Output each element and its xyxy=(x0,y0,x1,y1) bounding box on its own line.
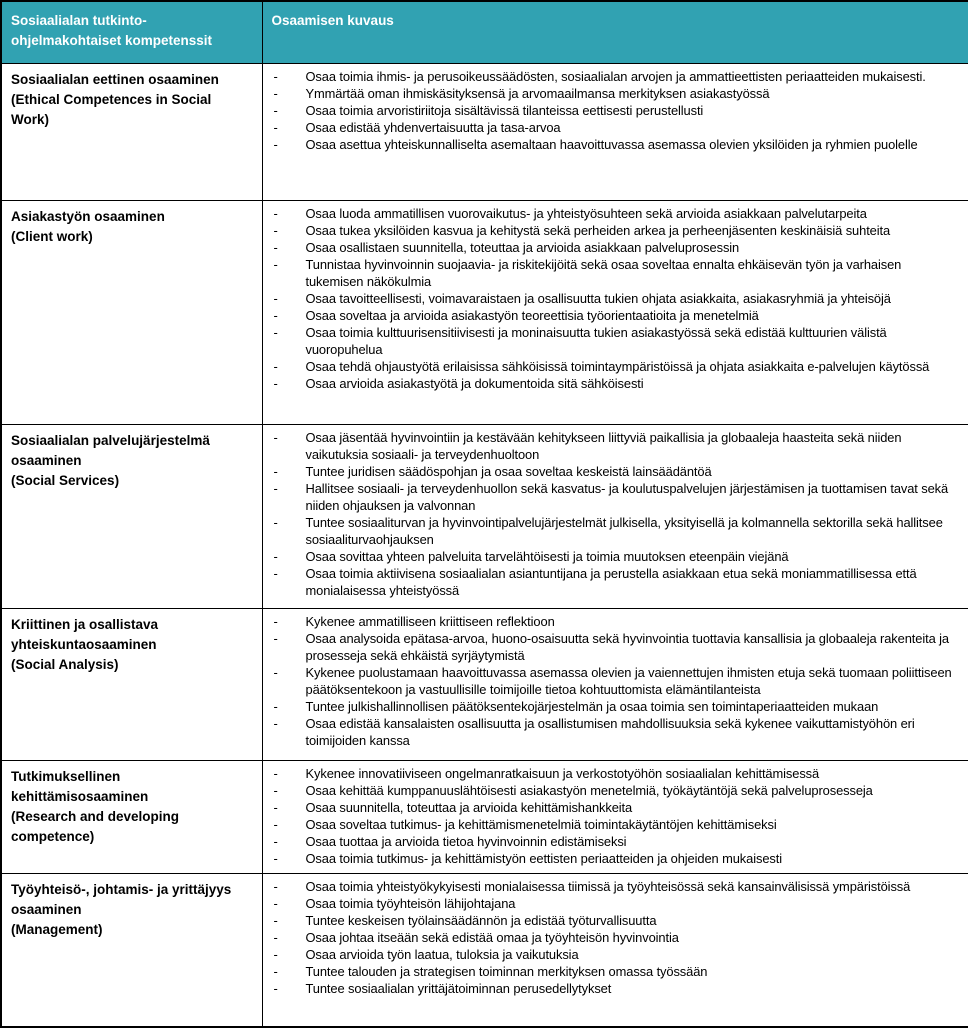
bullet-dash: - xyxy=(273,850,278,866)
bullet-text: Tuntee sosiaaliturvan ja hyvinvointipalvelujärjestelmät julkisella, yksityisellä ja kolmannella sektorilla sekä hallitsee sosiaaliturvaohjauksen xyxy=(305,514,943,547)
list-item xyxy=(263,290,968,307)
bullet-dash: - xyxy=(273,782,278,798)
bullet-text: Osaa analysoida epätasa-arvoa, huono-osaisuutta sekä hyvinvointia tuottavia kansallisia ja globaaleja rakenteita ja prosesseja sekä ehkäistä syrjäytymistä xyxy=(305,630,949,663)
list-item xyxy=(263,307,968,324)
list-item xyxy=(263,765,968,782)
list-item xyxy=(263,102,968,119)
bullet-text: Osaa toimia kulttuurisensitiivisesti ja moninaisuutta tukien asiakastyössä sekä edistää kulttuurien välistä vuoropuhelua xyxy=(305,324,887,357)
bullet-dash: - xyxy=(273,715,278,731)
table-row xyxy=(1,760,968,873)
table-row xyxy=(1,63,968,200)
list-item xyxy=(263,514,968,548)
bullet-dash: - xyxy=(273,102,278,118)
description-cell xyxy=(262,200,968,424)
bullet-dash: - xyxy=(273,895,278,911)
bullet-dash: - xyxy=(273,929,278,945)
bullet-dash: - xyxy=(273,136,278,152)
description-cell xyxy=(262,760,968,873)
bullet-dash: - xyxy=(273,912,278,928)
list-item xyxy=(263,119,968,136)
list-item xyxy=(263,833,968,850)
bullet-text: Kykenee ammatilliseen kriittiseen reflektioon xyxy=(305,613,555,629)
bullet-text: Osaa edistää yhdenvertaisuutta ja tasa-arvoa xyxy=(305,119,561,135)
bullet-dash: - xyxy=(273,480,278,496)
list-item xyxy=(263,463,968,480)
competence-title: Tutkimuksellinen kehittämisosaaminen xyxy=(11,768,149,804)
table-body xyxy=(1,63,968,1027)
bullet-dash: - xyxy=(273,205,278,221)
bullet-text: Osaa arvioida työn laatua, tuloksia ja vaikutuksia xyxy=(305,946,579,962)
bullet-dash: - xyxy=(273,664,278,680)
bullet-text: Osaa luoda ammatillisen vuorovaikutus- ja yhteistyösuhteen sekä arvioida asiakkaan palvelutarpeita xyxy=(305,205,867,221)
bullet-text: Osaa toimia yhteistyökykyisesti monialaisessa tiimissä ja työyhteisössä sekä kansainvälisissä ympäristöissä xyxy=(305,878,911,894)
bullet-text: Tuntee talouden ja strategisen toiminnan merkityksen omassa työssään xyxy=(305,963,708,979)
bullet-dash: - xyxy=(273,429,278,445)
bullet-text: Osaa johtaa itseään sekä edistää omaa ja työyhteisön hyvinvointia xyxy=(305,929,679,945)
list-item xyxy=(263,912,968,929)
bullet-text: Osaa jäsentää hyvinvointiin ja kestävään kehitykseen liittyviä paikallisia ja globaaleja haasteita sekä niiden vaikutuksia sosiaali- ja terveydenhuoltoon xyxy=(305,429,902,462)
bullet-dash: - xyxy=(273,375,278,391)
list-item xyxy=(263,698,968,715)
bullet-list xyxy=(263,878,968,997)
list-item xyxy=(263,963,968,980)
competence-subtitle: (Management) xyxy=(11,922,103,937)
bullet-text: Osaa tuottaa ja arvioida tietoa hyvinvoinnin edistämiseksi xyxy=(305,833,627,849)
list-item xyxy=(263,239,968,256)
bullet-dash: - xyxy=(273,980,278,996)
list-item xyxy=(263,480,968,514)
bullet-text: Osaa toimia arvoristiriitoja sisältävissä tilanteissa eettisesti perustellusti xyxy=(305,102,704,118)
bullet-text: Tuntee juridisen säädöspohjan ja osaa soveltaa keskeistä lainsäädäntöä xyxy=(305,463,712,479)
bullet-dash: - xyxy=(273,256,278,272)
bullet-text: Osaa kehittää kumppanuuslähtöisesti asiakastyön menetelmiä, työkäytäntöjä sekä palveluprosesseja xyxy=(305,782,873,798)
list-item xyxy=(263,429,968,463)
bullet-dash: - xyxy=(273,463,278,479)
list-item xyxy=(263,205,968,222)
list-item xyxy=(263,565,968,599)
bullet-dash: - xyxy=(273,324,278,340)
bullet-dash: - xyxy=(273,290,278,306)
bullet-text: Osaa arvioida asiakastyötä ja dokumentoida sitä sähköisesti xyxy=(305,375,644,391)
competence-title: Työyhteisö-, johtamis- ja yrittäjyys osaaminen xyxy=(11,881,232,917)
list-item xyxy=(263,85,968,102)
competence-subtitle: (Ethical Competences in Social Work) xyxy=(11,91,212,127)
bullet-dash: - xyxy=(273,85,278,101)
competence-title: Kriittinen ja osallistava yhteiskuntaosaaminen xyxy=(11,616,159,652)
bullet-dash: - xyxy=(273,307,278,323)
competence-title: Sosiaalialan palvelujärjestelmä osaaminen xyxy=(11,432,210,468)
bullet-text: Osaa sovittaa yhteen palveluita tarvelähtöisesti ja toimia muutoksen eteenpäin viejänä xyxy=(305,548,789,564)
list-item xyxy=(263,136,968,153)
competence-cell xyxy=(1,63,262,200)
table-row xyxy=(1,200,968,424)
header-competence-column: Sosiaalialan tutkinto-ohjelmakohtaiset kompetenssit xyxy=(1,1,262,63)
list-item xyxy=(263,358,968,375)
bullet-dash: - xyxy=(273,613,278,629)
list-item xyxy=(263,799,968,816)
bullet-text: Tuntee keskeisen työlainsäädännön ja edistää työturvallisuutta xyxy=(305,912,657,928)
bullet-dash: - xyxy=(273,630,278,646)
list-item xyxy=(263,946,968,963)
list-item xyxy=(263,613,968,630)
competence-subtitle: (Client work) xyxy=(11,228,93,244)
list-item xyxy=(263,782,968,799)
bullet-text: Ymmärtää oman ihmiskäsityksensä ja arvomaailmansa merkityksen asiakastyössä xyxy=(305,85,770,101)
list-item xyxy=(263,664,968,698)
bullet-text: Kykenee innovatiiviseen ongelmanratkaisuun ja verkostotyöhön sosiaalialan kehittämisessä xyxy=(305,765,820,781)
bullet-text: Tuntee sosiaalialan yrittäjätoiminnan perusedellytykset xyxy=(305,980,612,996)
list-item xyxy=(263,68,968,85)
bullet-dash: - xyxy=(273,833,278,849)
bullet-dash: - xyxy=(273,358,278,374)
bullet-dash: - xyxy=(273,765,278,781)
header-description-column: Osaamisen kuvaus xyxy=(262,1,968,63)
list-item xyxy=(263,895,968,912)
header-row xyxy=(1,1,968,63)
competence-cell xyxy=(1,200,262,424)
bullet-dash: - xyxy=(273,946,278,962)
description-cell xyxy=(262,424,968,608)
table-row xyxy=(1,424,968,608)
bullet-text: Osaa toimia työyhteisön lähijohtajana xyxy=(305,895,516,911)
bullet-text: Osaa tehdä ohjaustyötä erilaisissa sähköisissä toimintaympäristöissä ja ohjata asiakkaita e-palvelujen käytössä xyxy=(305,358,930,374)
bullet-text: Osaa toimia aktiivisena sosiaalialan asiantuntijana ja perustella asiakkaan etua sekä moniammatillisessa että monialaisessa yhteistyössä xyxy=(305,565,917,598)
bullet-dash: - xyxy=(273,816,278,832)
bullet-dash: - xyxy=(273,565,278,581)
bullet-dash: - xyxy=(273,68,278,84)
bullet-text: Osaa tavoitteellisesti, voimavaraistaen ja osallisuutta tukien ohjata asiakkaita, asiakasryhmiä ja yhteisöjä xyxy=(305,290,891,306)
bullet-text: Osaa edistää kansalaisten osallisuutta ja osallistumisen mahdollisuuksia sekä kykenee vaikuttamistyöhön eri toimijoiden kanssa xyxy=(305,715,915,748)
bullet-list xyxy=(263,429,968,599)
bullet-list xyxy=(263,765,968,867)
bullet-dash: - xyxy=(273,222,278,238)
list-item xyxy=(263,256,968,290)
bullet-text: Osaa toimia ihmis- ja perusoikeussäädösten, sosiaalialan arvojen ja ammattieettisten periaatteiden mukaisesti. xyxy=(305,68,926,84)
bullet-dash: - xyxy=(273,963,278,979)
competence-subtitle: (Social Analysis) xyxy=(11,657,119,672)
bullet-text: Hallitsee sosiaali- ja terveydenhuollon sekä kasvatus- ja koulutuspalvelujen järjestämisen ja tuottamisen tavat sekä niiden ohjauksen ja valvonnan xyxy=(305,480,949,513)
bullet-dash: - xyxy=(273,878,278,894)
bullet-dash: - xyxy=(273,514,278,530)
competence-title: Sosiaalialan eettinen osaaminen xyxy=(11,71,219,87)
description-cell xyxy=(262,63,968,200)
list-item xyxy=(263,878,968,895)
bullet-text: Tuntee julkishallinnollisen päätöksentekojärjestelmän ja osaa toimia sen toimintaperiaatteiden mukaan xyxy=(305,698,879,714)
bullet-dash: - xyxy=(273,239,278,255)
list-item xyxy=(263,222,968,239)
list-item xyxy=(263,929,968,946)
table-row xyxy=(1,873,968,1027)
bullet-text: Tunnistaa hyvinvoinnin suojaavia- ja riskitekijöitä sekä osaa soveltaa ennalta ehkäisevän työn ja varhaisen tukemisen näkökulmia xyxy=(305,256,902,289)
bullet-dash: - xyxy=(273,548,278,564)
bullet-dash: - xyxy=(273,799,278,815)
competence-subtitle: (Research and developing competence) xyxy=(11,809,180,845)
competence-title: Asiakastyön osaaminen xyxy=(11,208,165,224)
list-item xyxy=(263,980,968,997)
list-item xyxy=(263,715,968,749)
bullet-text: Osaa toimia tutkimus- ja kehittämistyön eettisten periaatteiden ja ohjeiden mukaisesti xyxy=(305,850,782,866)
bullet-list xyxy=(263,205,968,392)
table-row xyxy=(1,608,968,760)
competence-cell xyxy=(1,873,262,1027)
bullet-text: Kykenee puolustamaan haavoittuvassa asemassa olevien ja vaiennettujen ihmisten etuja sekä tuomaan poliittiseen päätöksentekoon ja vastuullisille toimijoille tietoa kohtuuttomista elämäntilanteista xyxy=(305,664,952,697)
bullet-list xyxy=(263,68,968,153)
list-item xyxy=(263,816,968,833)
bullet-list xyxy=(263,613,968,749)
bullet-text: Osaa tukea yksilöiden kasvua ja kehitystä sekä perheiden arkea ja perheenjäsenten keskinäisiä suhteita xyxy=(305,222,891,238)
competence-subtitle: (Social Services) xyxy=(11,473,120,488)
bullet-dash: - xyxy=(273,119,278,135)
bullet-text: Osaa soveltaa ja arvioida asiakastyön teoreettisia työorientaatioita ja menetelmiä xyxy=(305,307,759,323)
competence-cell xyxy=(1,608,262,760)
bullet-dash: - xyxy=(273,698,278,714)
list-item xyxy=(263,324,968,358)
bullet-text: Osaa soveltaa tutkimus- ja kehittämismenetelmiä toimintakäytäntöjen kehittämiseksi xyxy=(305,816,777,832)
list-item xyxy=(263,630,968,664)
description-cell xyxy=(262,608,968,760)
competence-cell xyxy=(1,760,262,873)
list-item xyxy=(263,548,968,565)
table-header xyxy=(1,1,968,63)
description-cell xyxy=(262,873,968,1027)
list-item xyxy=(263,375,968,392)
bullet-text: Osaa suunnitella, toteuttaa ja arvioida kehittämishankkeita xyxy=(305,799,633,815)
bullet-text: Osaa asettua yhteiskunnalliselta asemaltaan haavoittuvassa asemassa olevien yksilöiden ja ryhmien puolelle xyxy=(305,136,918,152)
bullet-text: Osaa osallistaen suunnitella, toteuttaa ja arvioida asiakkaan palveluprosessin xyxy=(305,239,740,255)
list-item xyxy=(263,850,968,867)
competence-cell xyxy=(1,424,262,608)
